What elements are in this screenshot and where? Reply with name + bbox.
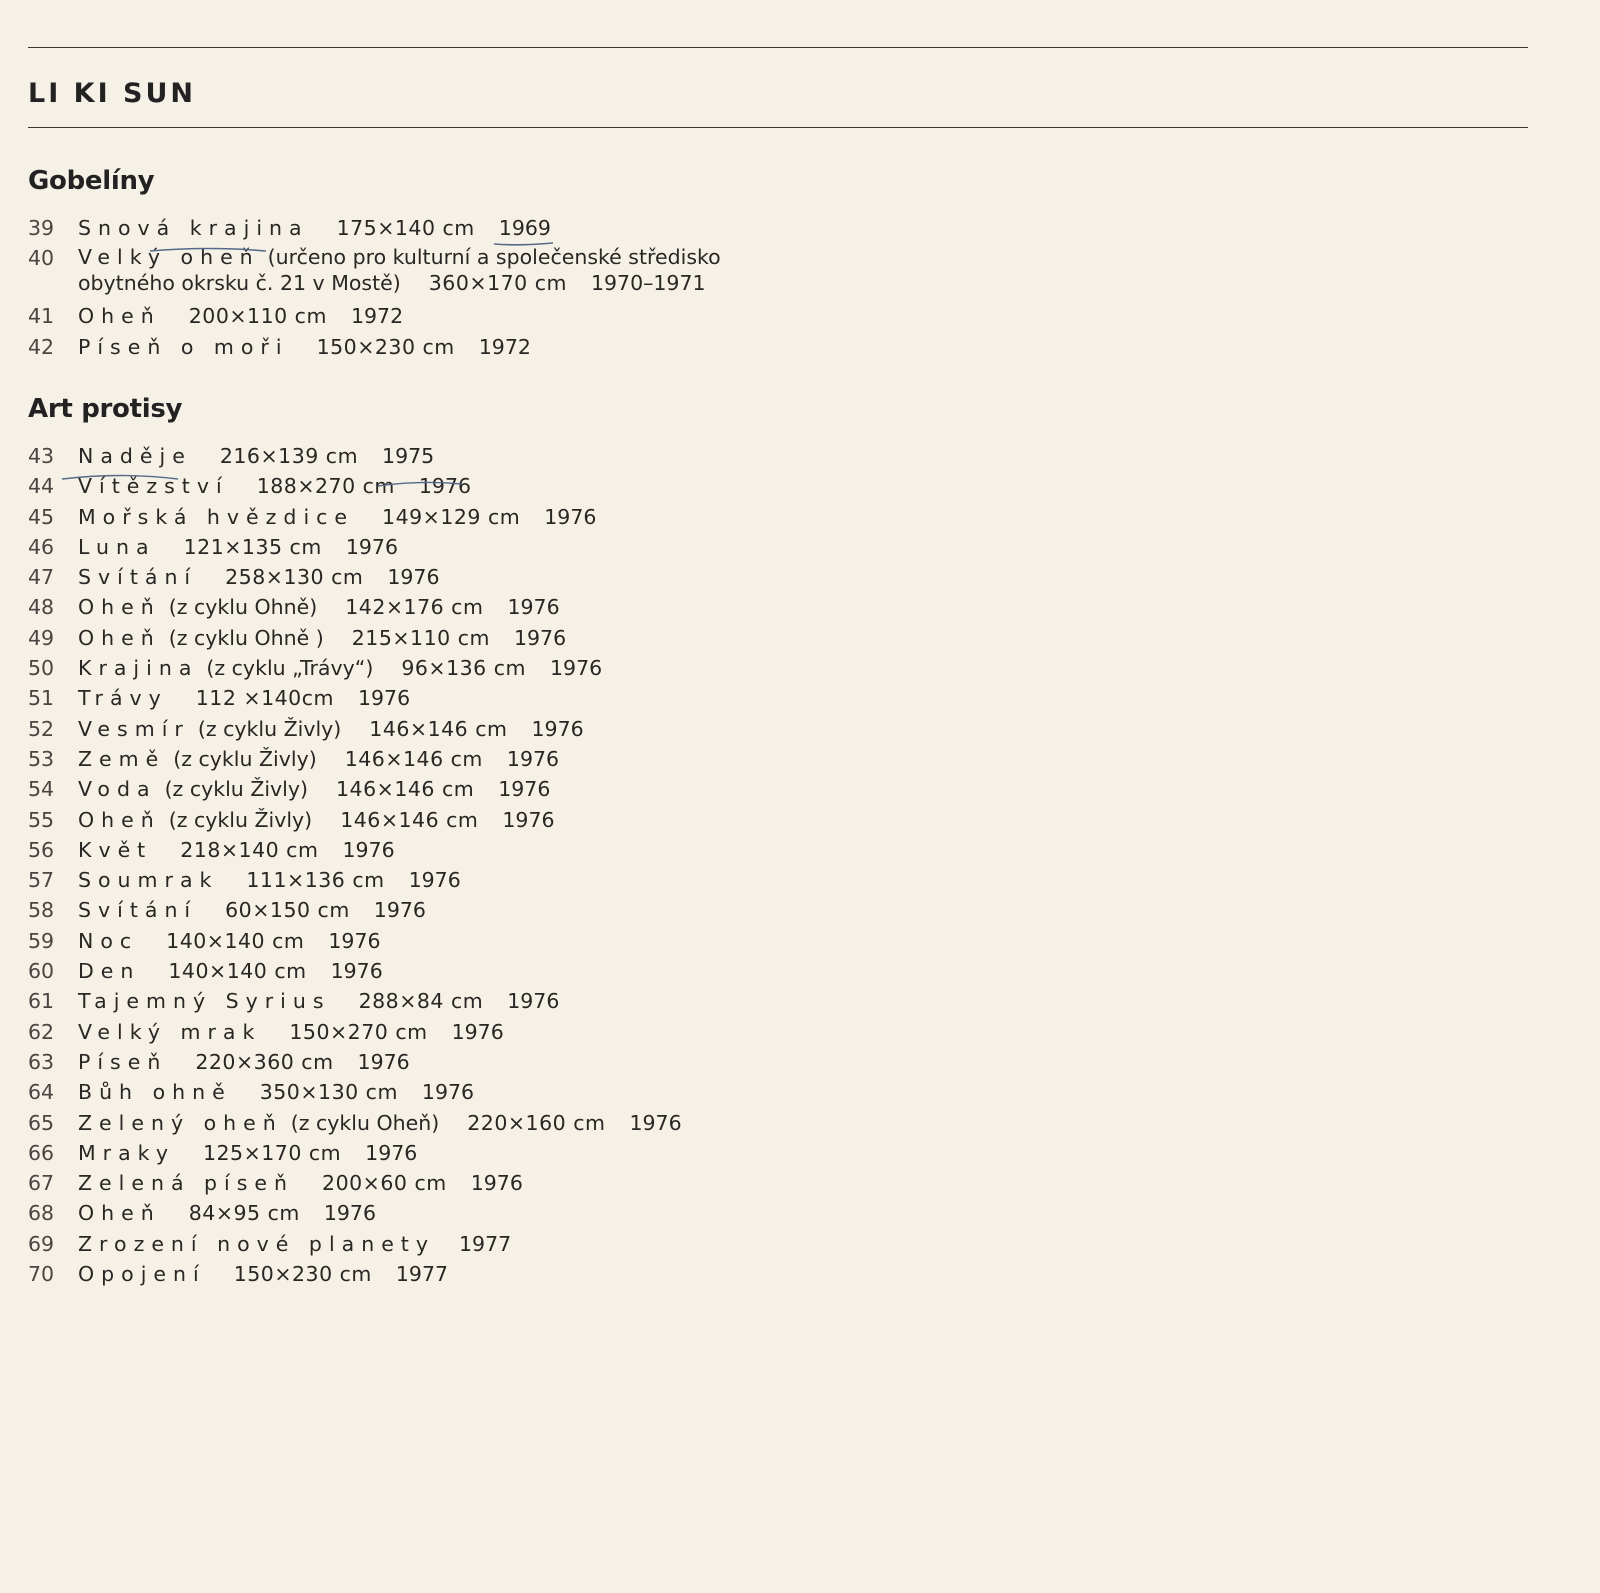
catalog-entry	[28, 243, 758, 301]
catalog-number: 46	[28, 534, 55, 559]
catalog-entry	[28, 213, 758, 243]
catalog-number: 60	[28, 959, 55, 984]
artwork-title: Bůh ohně	[78, 1080, 232, 1105]
catalog-entry-body	[78, 1229, 511, 1259]
catalog-entry	[28, 1077, 682, 1107]
artwork-title: Zelený oheň	[78, 1110, 283, 1135]
artwork-dimensions: 220×160 cm	[467, 1110, 606, 1135]
artwork-title: Vítězství	[78, 474, 229, 499]
catalog-number: 43	[28, 444, 55, 468]
artwork-dimensions: 188×270 cm	[256, 474, 395, 499]
catalog-number: 50	[28, 656, 55, 681]
artwork-dimensions: 146×146 cm	[336, 777, 475, 802]
artwork-title: Mořská hvězdice	[78, 504, 355, 529]
catalog-entry-body	[78, 774, 550, 804]
catalog-number: 70	[28, 1262, 55, 1287]
artwork-dimensions: 218×140 cm	[180, 837, 319, 862]
catalog-entry-body	[78, 1138, 417, 1168]
top-rule	[28, 47, 1528, 48]
catalog-entry	[28, 1259, 682, 1289]
artwork-title: Oheň	[78, 1201, 161, 1226]
catalog-entry-body	[78, 1168, 523, 1198]
catalog-entry-body	[78, 213, 551, 243]
artwork-title: Velký oheň	[78, 245, 260, 270]
catalog-entry	[28, 926, 682, 956]
catalog-entry	[28, 301, 758, 331]
catalog-list-gobeliny	[28, 213, 758, 362]
catalog-entry-body	[78, 986, 559, 1016]
artwork-dimensions: 350×130 cm	[259, 1080, 398, 1105]
artwork-year: 1976	[498, 777, 551, 802]
artwork-dimensions: 111×136 cm	[246, 868, 385, 893]
catalog-number: 54	[28, 777, 55, 802]
artwork-year: 1976	[544, 504, 597, 529]
artwork-title: Svítání	[78, 565, 198, 590]
catalog-number: 69	[28, 1231, 55, 1256]
artwork-title: Oheň	[78, 595, 161, 620]
artwork-year: 1976	[451, 1019, 504, 1044]
artwork-year: 1976	[507, 989, 560, 1014]
catalog-entry-body	[78, 683, 410, 713]
artwork-dimensions: 121×135 cm	[183, 534, 322, 559]
catalog-entry	[28, 805, 682, 835]
artwork-year: 1975	[382, 444, 435, 468]
catalog-entry-body	[78, 653, 602, 683]
artwork-year: 1976	[323, 1201, 377, 1226]
catalog-entry-body	[78, 471, 471, 501]
catalog-entry	[28, 714, 682, 744]
artwork-year: 1976	[365, 1140, 418, 1165]
catalog-entry	[28, 592, 682, 622]
artwork-dimensions: 200×60 cm	[322, 1171, 447, 1196]
artwork-title: Oheň	[78, 807, 161, 832]
catalog-entry	[28, 471, 682, 501]
catalog-number: 61	[28, 989, 55, 1014]
artwork-dimensions: 146×146 cm	[369, 716, 508, 741]
catalog-number: 65	[28, 1110, 55, 1135]
catalog-entry	[28, 332, 758, 362]
catalog-entry	[28, 1198, 682, 1228]
catalog-entry-body	[78, 1077, 474, 1107]
artwork-year: 1976	[328, 928, 381, 953]
catalog-entry-body	[78, 926, 381, 956]
artwork-title: Píseň o moři	[78, 334, 289, 359]
catalog-entry	[28, 562, 682, 592]
artwork-note: (určeno pro kulturní a společenské středisko obytného okrsku č. 21 v Mostě)	[78, 245, 721, 296]
artwork-note: (z cyklu „Trávy“)	[206, 656, 374, 681]
catalog-entry-body	[78, 502, 596, 532]
artwork-year: 1969	[498, 216, 551, 240]
artwork-title: Soumrak	[78, 868, 219, 893]
catalog-number: 49	[28, 625, 55, 650]
catalog-number: 45	[28, 504, 55, 529]
catalog-entry	[28, 1017, 682, 1047]
catalog-entry-body	[78, 835, 395, 865]
artwork-dimensions: 140×140 cm	[168, 959, 307, 984]
artwork-dimensions: 140×140 cm	[166, 928, 305, 953]
catalog-entry	[28, 1108, 682, 1138]
catalog-number: 67	[28, 1171, 55, 1196]
catalog-number: 68	[28, 1201, 55, 1226]
artwork-note: (z cyklu Ohně)	[168, 595, 318, 620]
catalog-number: 56	[28, 837, 55, 862]
artwork-dimensions: 146×146 cm	[340, 807, 479, 832]
artwork-year: 1976	[357, 1049, 410, 1074]
artwork-year: 1972	[478, 334, 531, 359]
catalog-entry	[28, 1168, 682, 1198]
artwork-year: 1976	[387, 565, 440, 590]
artwork-dimensions: 96×136 cm	[401, 656, 526, 681]
catalog-number: 51	[28, 686, 55, 711]
catalog-number: 55	[28, 807, 55, 832]
catalog-number: 47	[28, 565, 55, 590]
catalog-number: 59	[28, 928, 55, 953]
author-name: LI KI SUN	[28, 78, 196, 109]
artwork-year: 1976	[357, 686, 411, 711]
catalog-entry-body	[78, 301, 403, 331]
artwork-year: 1976	[507, 595, 560, 620]
artwork-dimensions: 112 ×140cm	[195, 686, 334, 711]
artwork-year: 1976	[342, 837, 395, 862]
artwork-title: Květ	[78, 837, 153, 862]
catalog-entry	[28, 895, 682, 925]
section-heading-art-protisy: Art protisy	[28, 394, 183, 424]
artwork-year: 1976	[330, 959, 383, 984]
artwork-dimensions: 142×176 cm	[345, 595, 484, 620]
catalog-entry	[28, 774, 682, 804]
catalog-entry-body	[78, 441, 434, 471]
catalog-entry-body	[78, 244, 758, 296]
artwork-dimensions: 175×140 cm	[336, 216, 475, 240]
artwork-title: Krajina	[78, 656, 199, 681]
catalog-entry	[28, 956, 682, 986]
catalog-number: 52	[28, 716, 55, 741]
artwork-dimensions: 220×360 cm	[195, 1049, 334, 1074]
catalog-entry-body	[78, 1259, 448, 1289]
artwork-dimensions: 360×170 cm	[428, 271, 567, 296]
artwork-dimensions: 258×130 cm	[225, 565, 364, 590]
catalog-number: 41	[28, 304, 55, 329]
catalog-entry	[28, 683, 682, 713]
catalog-entry	[28, 1047, 682, 1077]
catalog-entry-body	[78, 592, 560, 622]
artwork-year: 1976	[502, 807, 555, 832]
artwork-dimensions: 149×129 cm	[382, 504, 521, 529]
artwork-year: 1972	[350, 304, 404, 329]
artwork-dimensions: 288×84 cm	[358, 989, 484, 1014]
artwork-dimensions: 125×170 cm	[202, 1140, 342, 1165]
artwork-dimensions: 200×110 cm	[188, 304, 327, 329]
catalog-entry	[28, 865, 682, 895]
artwork-year: 1976	[506, 746, 560, 771]
artwork-title: Snová krajina	[78, 216, 309, 240]
artwork-title: Naděje	[78, 444, 192, 468]
artwork-dimensions: 150×230 cm	[233, 1262, 372, 1287]
artwork-title: Vesmír	[78, 716, 190, 741]
catalog-number: 44	[28, 474, 55, 499]
catalog-entry	[28, 441, 682, 471]
catalog-entry	[28, 1229, 682, 1259]
catalog-entry-body	[78, 562, 440, 592]
catalog-entry	[28, 835, 682, 865]
artwork-title: Noc	[78, 928, 139, 953]
catalog-entry	[28, 986, 682, 1016]
artwork-title: Oheň	[78, 625, 161, 650]
catalog-number: 57	[28, 868, 55, 893]
catalog-number: 62	[28, 1019, 55, 1044]
header-bottom-rule	[28, 127, 1528, 128]
catalog-entry-body	[78, 1047, 410, 1077]
artwork-dimensions: 60×150 cm	[225, 898, 350, 923]
artwork-dimensions: 146×146 cm	[344, 746, 483, 771]
artwork-title: Mraky	[78, 1140, 175, 1165]
artwork-year: 1976	[549, 656, 603, 681]
catalog-entry-body	[78, 332, 531, 362]
artwork-dimensions: 150×230 cm	[316, 334, 455, 359]
catalog-number: 63	[28, 1049, 55, 1074]
section-heading-gobeliny: Gobelíny	[28, 166, 155, 196]
catalog-entry	[28, 502, 682, 532]
catalog-entry	[28, 653, 682, 683]
artwork-title: Opojení	[78, 1262, 206, 1287]
catalog-entry	[28, 1138, 682, 1168]
artwork-year: 1977	[458, 1231, 512, 1256]
artwork-title: Velký mrak	[78, 1019, 262, 1044]
catalog-number: 39	[28, 216, 55, 240]
artwork-dimensions: 150×270 cm	[289, 1019, 428, 1044]
artwork-year: 1976	[421, 1080, 475, 1105]
artwork-year: 1970–1971	[590, 271, 706, 296]
artwork-year: 1976	[470, 1171, 523, 1196]
catalog-entry-body	[78, 1198, 376, 1228]
catalog-entry	[28, 532, 682, 562]
catalog-entry	[28, 623, 682, 653]
artwork-note: (z cyklu Oheň)	[290, 1110, 440, 1135]
artwork-note: (z cyklu Živly)	[168, 807, 313, 832]
artwork-dimensions: 215×110 cm	[351, 625, 490, 650]
artwork-title: Země	[78, 746, 166, 771]
catalog-entry-body	[78, 1108, 682, 1138]
catalog-entry-body	[78, 805, 555, 835]
catalog-number: 64	[28, 1080, 55, 1105]
artwork-title: Luna	[78, 534, 156, 559]
catalog-entry-body	[78, 895, 426, 925]
artwork-title: Tajemný Syrius	[78, 989, 331, 1014]
catalog-entry-body	[78, 623, 566, 653]
artwork-note: (z cyklu Živly)	[197, 716, 342, 741]
catalog-number: 48	[28, 595, 55, 620]
catalog-number: 66	[28, 1140, 55, 1165]
artwork-title: Svítání	[78, 898, 198, 923]
artwork-year: 1976	[373, 898, 426, 923]
artwork-title: Voda	[78, 777, 157, 802]
artwork-year: 1976	[345, 534, 398, 559]
catalog-entry-body	[78, 714, 584, 744]
artwork-year: 1976	[418, 474, 472, 499]
catalog-entry	[28, 744, 682, 774]
catalog-entry-body	[78, 532, 398, 562]
catalog-number: 53	[28, 746, 55, 771]
catalog-number: 40	[28, 246, 55, 271]
artwork-year: 1976	[629, 1110, 682, 1135]
catalog-entry-body	[78, 1017, 504, 1047]
artwork-year: 1977	[395, 1262, 449, 1287]
artwork-title: Píseň	[78, 1049, 168, 1074]
artwork-year: 1976	[513, 625, 567, 650]
artwork-title: Zrození nové planety	[78, 1231, 435, 1256]
artwork-title: Oheň	[78, 304, 161, 329]
artwork-note: (z cyklu Ohně )	[168, 625, 324, 650]
catalog-entry-body	[78, 865, 461, 895]
catalog-list-art-protisy	[28, 441, 682, 1289]
artwork-dimensions: 84×95 cm	[188, 1201, 300, 1226]
artwork-note: (z cyklu Živly)	[173, 746, 317, 771]
artwork-note: (z cyklu Živly)	[164, 777, 309, 802]
catalog-number: 42	[28, 334, 55, 359]
catalog-number: 58	[28, 898, 55, 923]
artwork-year: 1976	[408, 868, 461, 893]
catalog-entry-body	[78, 956, 383, 986]
artwork-dimensions: 216×139 cm	[219, 444, 359, 468]
artwork-title: Den	[78, 959, 141, 984]
catalog-entry-body	[78, 744, 559, 774]
artwork-title: Trávy	[78, 686, 168, 711]
artwork-year: 1976	[531, 716, 584, 741]
artwork-title: Zelená píseň	[78, 1171, 295, 1196]
